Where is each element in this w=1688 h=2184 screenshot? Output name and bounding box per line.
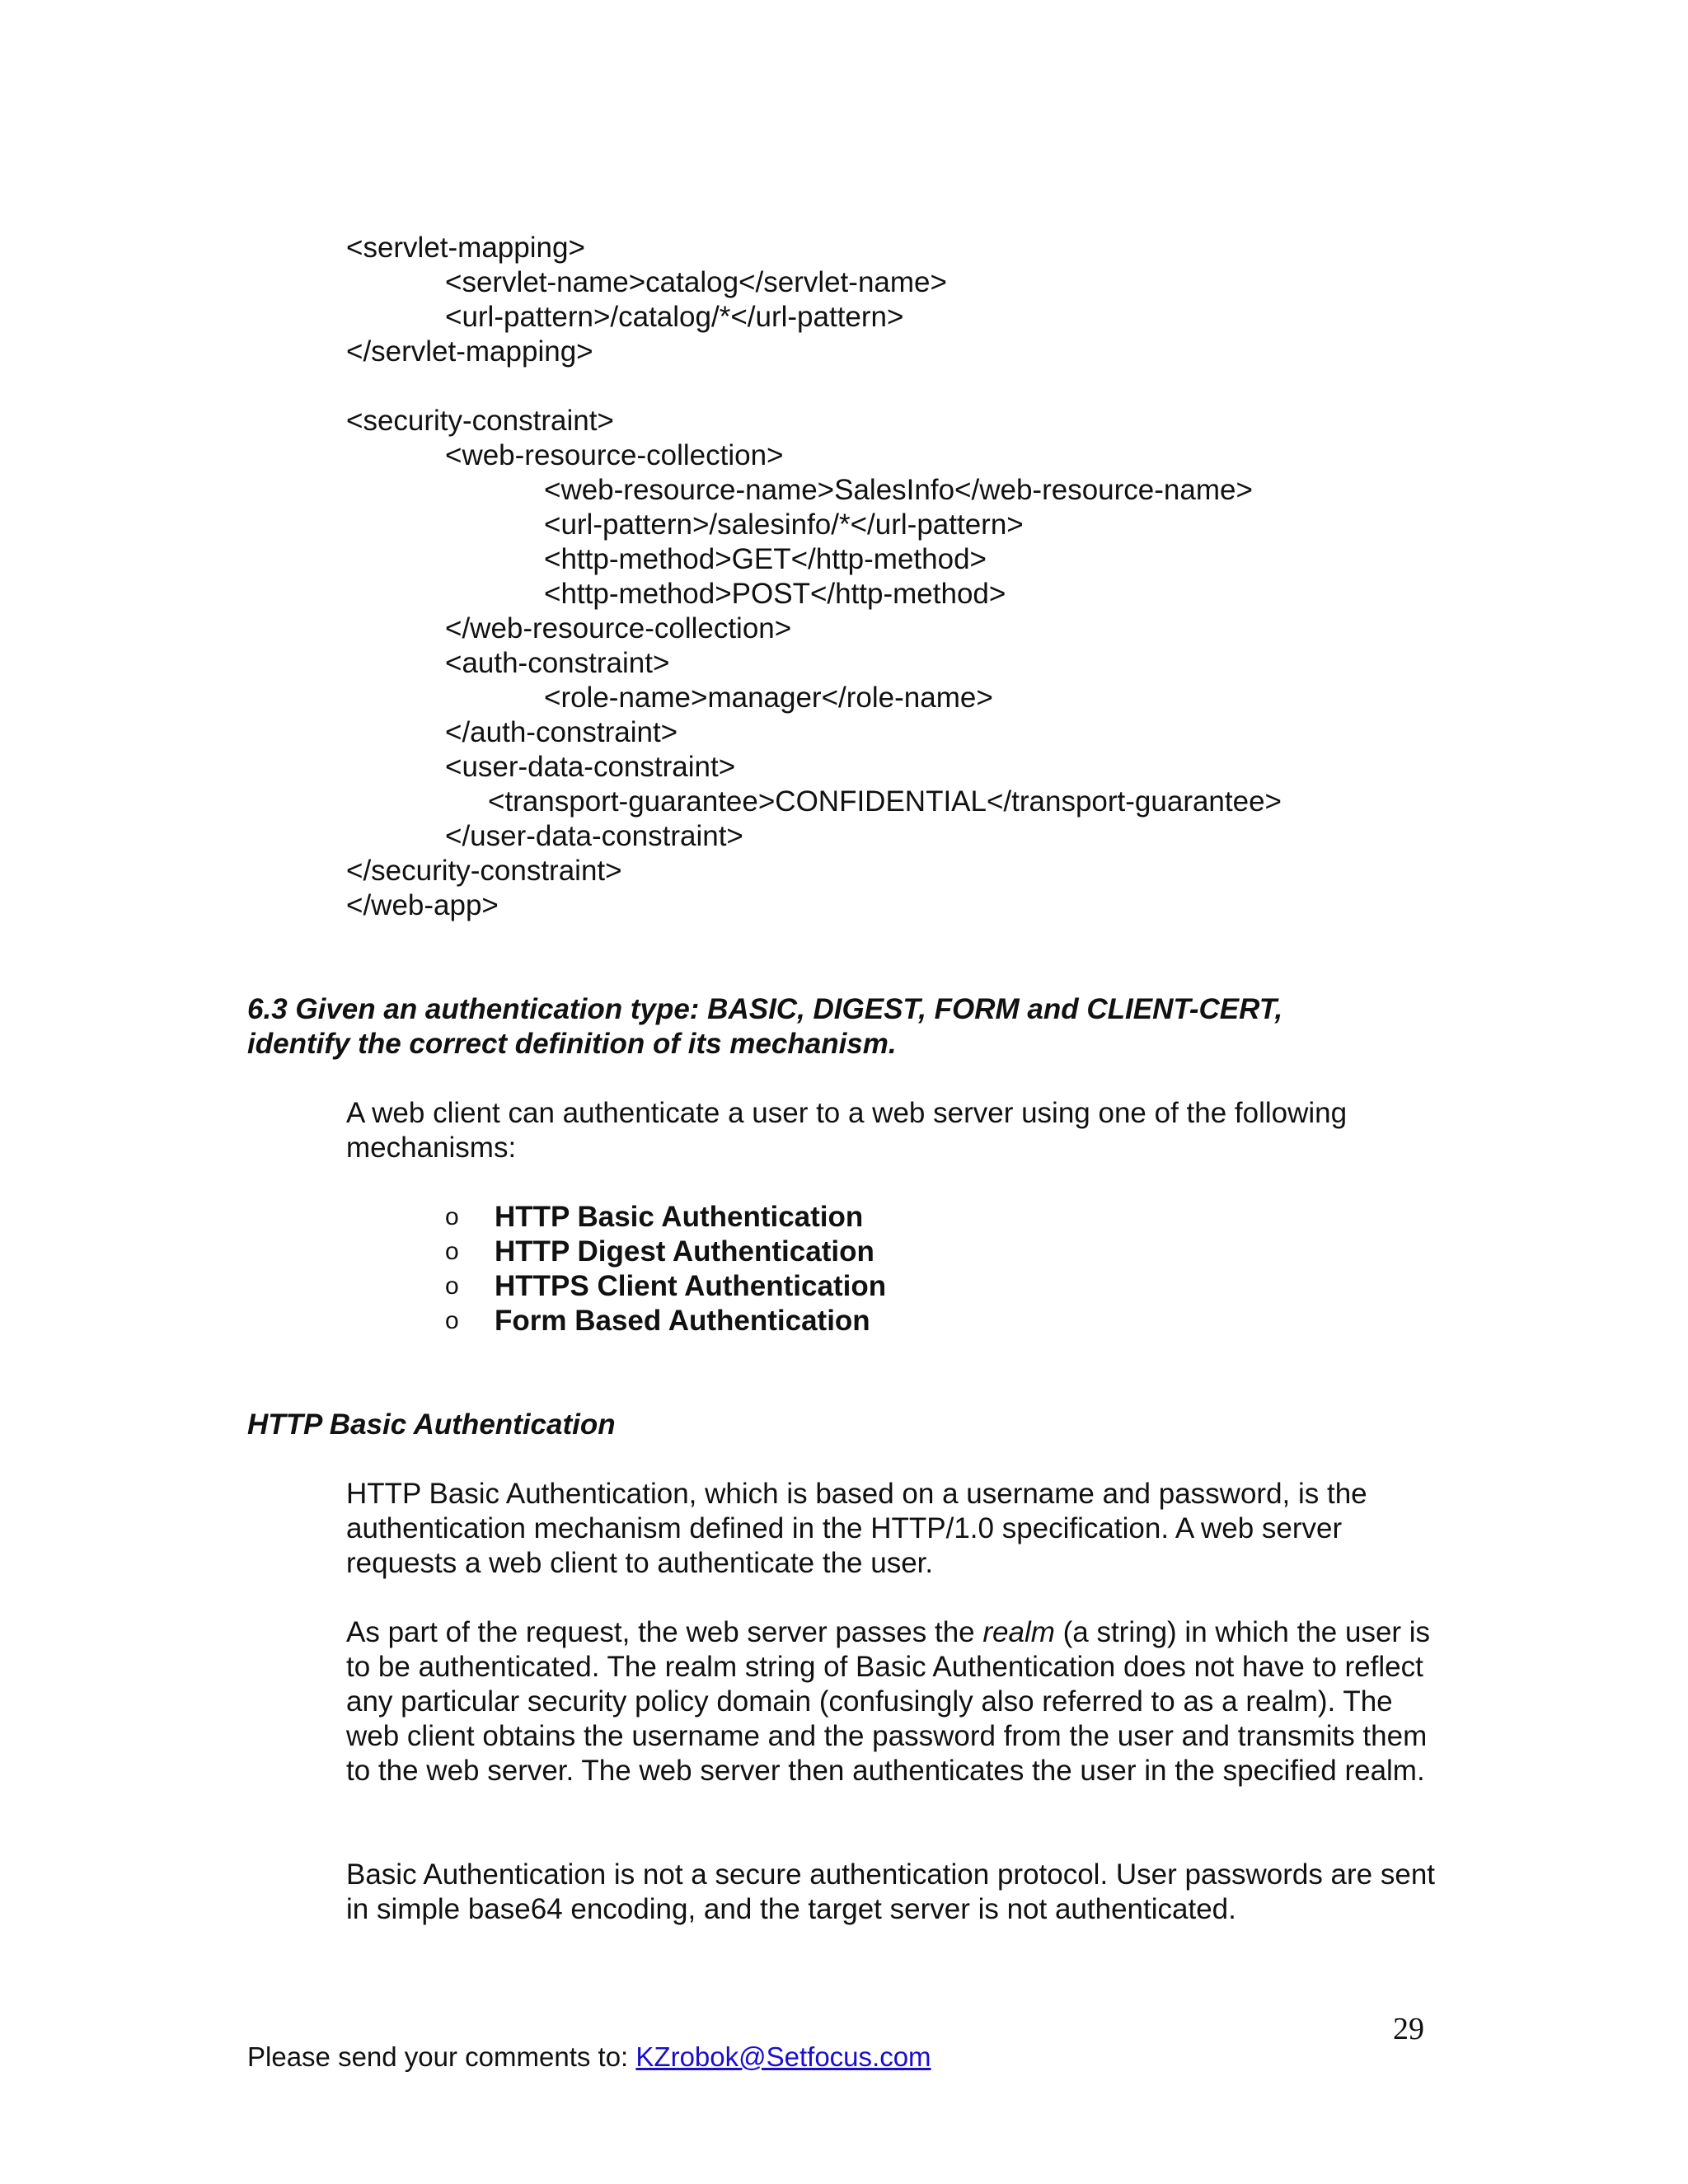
code-line: </user-data-constraint> [445,820,743,852]
intro-paragraph [346,1096,1442,1165]
list-item [445,1304,886,1338]
section-heading: 6.3 Given an authentication type: BASIC, DIGEST, FORM and CLIENT-CERT, [247,993,1283,1025]
list-item-label: HTTPS Client Authentication [495,1270,887,1302]
code-line: <role-name>manager</role-name> [544,682,993,714]
code-line: </web-app> [346,889,499,921]
code-line: <auth-constraint> [445,647,670,679]
code-line: <web-resource-collection> [445,439,784,471]
code-line: <transport-guarantee>CONFIDENTIAL</transport-guarantee> [488,785,1282,818]
bullet-icon: o [445,1272,459,1300]
list-item [445,1235,886,1269]
paragraph-text [346,1615,1442,1788]
code-line: <security-constraint> [346,405,614,437]
footer [247,2041,931,2074]
footer-text: Please send your comments to: [247,2041,636,2072]
code-line: <servlet-name>catalog</servlet-name> [445,266,947,298]
basic-auth-paragraph-1 [346,1477,1442,1581]
code-line: <user-data-constraint> [445,751,736,783]
list-item [445,1200,886,1235]
code-line: <url-pattern>/catalog/*</url-pattern> [445,301,904,333]
code-line: </servlet-mapping> [346,335,593,368]
mechanism-list [445,1200,886,1338]
intro-text: A web client can authenticate a user to a web server using one of the following mechanisms: [346,1097,1348,1164]
list-item [445,1269,886,1304]
paragraph-text-end: (a string) in which the user is to be authenticated. The realm string of Basic Authentication does not have to reflect any particular security policy domain (confusingly also referred to as a realm). The web client obtains the username and the password from the user and transmits them to the web server. The web server then authenticates the user in the specified realm. [346,1616,1431,1787]
paragraph-text: Basic Authentication is not a secure authentication protocol. User passwords are sent in simple base64 encoding, and the target server is not authenticated. [346,1858,1436,1925]
paragraph-text: HTTP Basic Authentication, which is based on a username and password, is the authentication mechanism defined in the HTTP/1.0 specification. A web server requests a web client to authenticate the user. [346,1478,1367,1579]
realm-term: realm [982,1616,1055,1648]
code-line: <http-method>POST</http-method> [544,578,1006,610]
bullet-icon: o [445,1238,459,1265]
code-line: <url-pattern>/salesinfo/*</url-pattern> [544,509,1024,541]
code-line: <http-method>GET</http-method> [544,543,987,575]
code-line: </security-constraint> [346,855,622,887]
bullet-icon: o [445,1307,459,1334]
subsection-heading: HTTP Basic Authentication [247,1408,616,1441]
footer-email-link[interactable]: KZrobok@Setfocus.com [635,2041,931,2072]
code-line: </auth-constraint> [445,716,678,748]
section-heading-continued: identify the correct definition of its mechanism. [247,1028,897,1060]
paragraph-text-start: As part of the request, the web server passes the [346,1616,983,1648]
list-item-label: HTTP Basic Authentication [495,1201,864,1233]
page-number: 29 [1393,2012,1424,2046]
bullet-icon: o [445,1203,459,1230]
basic-auth-paragraph-2 [346,1615,1442,1788]
basic-auth-paragraph-3 [346,1858,1442,1927]
code-line: <web-resource-name>SalesInfo</web-resource-name> [544,474,1253,506]
list-item-label: Form Based Authentication [495,1305,870,1337]
code-line: <servlet-mapping> [346,232,585,264]
list-item-label: HTTP Digest Authentication [495,1235,874,1268]
code-line: </web-resource-collection> [445,612,792,644]
